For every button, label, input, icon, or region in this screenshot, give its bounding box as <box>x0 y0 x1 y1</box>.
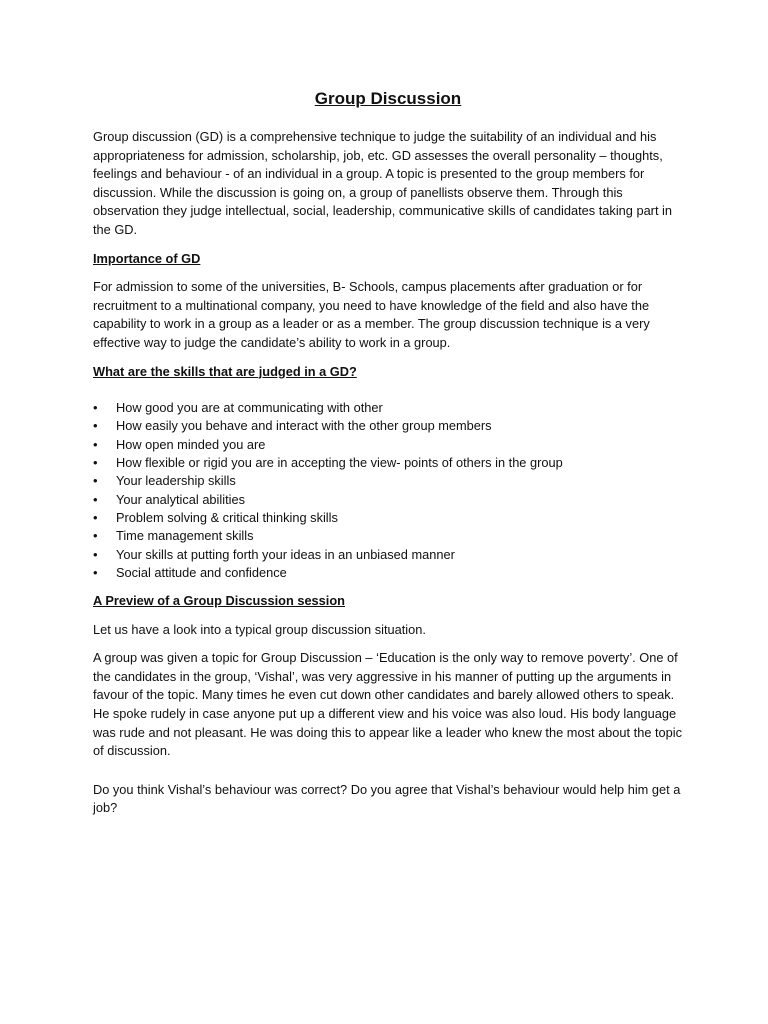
preview-question-paragraph: Do you think Vishal’s behaviour was correct? Do you agree that Vishal’s behaviour would help him get a job? <box>93 781 681 816</box>
bullet-icon: • <box>93 473 98 489</box>
importance-heading: Importance of GD <box>93 250 201 266</box>
list-item-text: Your skills at putting forth your ideas in an unbiased manner <box>116 546 455 562</box>
list-item-text: Your analytical abilities <box>116 491 245 507</box>
skills-heading: What are the skills that are judged in a GD? <box>93 363 357 379</box>
list-item <box>93 454 683 472</box>
list-item <box>93 436 683 454</box>
bullet-icon: • <box>93 564 98 580</box>
list-item-text: How easily you behave and interact with the other group members <box>116 418 492 434</box>
list-item-text: How open minded you are <box>116 436 266 452</box>
skills-list <box>93 399 683 582</box>
bullet-icon: • <box>93 455 98 471</box>
bullet-icon: • <box>93 436 98 452</box>
page-title: Group Discussion <box>314 89 462 108</box>
preview-story-paragraph: A group was given a topic for Group Discussion – ‘Education is the only way to remove poverty’. One of the candidates in the group, ‘Vishal’, was very aggressive in his manner of putting up the arguments in favour of the topic. Many times he even cut down other candidates and barely allowed others to speak. He spoke rudely in case anyone put up a different view and his voice was also loud. His body language was rude and not pleasant. He was doing this to appear like a leader who knew the most about the topic of discussion. <box>93 650 683 759</box>
importance-paragraph: For admission to some of the universities, B- Schools, campus placements after graduation or for recruitment to a multinational company, you need to have knowledge of the field and also have the capability to work in a group as a leader or as a member. The group discussion technique is a very effective way to judge the candidate’s ability to work in a group. <box>93 279 650 350</box>
list-item <box>93 399 683 417</box>
list-item <box>93 527 683 545</box>
list-item-text: Time management skills <box>116 528 254 544</box>
list-item-text: Problem solving & critical thinking skills <box>116 509 338 525</box>
bullet-icon: • <box>93 528 98 544</box>
list-item-text: How flexible or rigid you are in accepting the view- points of others in the group <box>116 455 563 471</box>
list-item <box>93 509 683 527</box>
paragraph-spacer <box>93 771 683 781</box>
bullet-icon: • <box>93 400 98 416</box>
list-item-text: Your leadership skills <box>116 473 236 489</box>
list-item <box>93 564 683 582</box>
list-item <box>93 417 683 435</box>
bullet-icon: • <box>93 491 98 507</box>
bullet-icon: • <box>93 546 98 562</box>
document-body <box>93 88 683 828</box>
list-item-text: Social attitude and confidence <box>116 564 287 580</box>
list-item-text: How good you are at communicating with other <box>116 400 383 416</box>
list-item <box>93 546 683 564</box>
list-item <box>93 472 683 490</box>
preview-heading: A Preview of a Group Discussion session <box>93 593 345 609</box>
intro-paragraph: Group discussion (GD) is a comprehensive technique to judge the suitability of an individual and his appropriateness for admission, scholarship, job, etc. GD assesses the overall personality – thoughts, feelings and behaviour - of an individual in a group. A topic is presented to the group members for discussion. While the discussion is going on, a group of panellists observe them. Through this observation they judge intellectual, social, leadership, communicative skills of candidates taking part in the GD. <box>93 129 673 237</box>
preview-lead-paragraph: Let us have a look into a typical group discussion situation. <box>93 621 426 637</box>
bullet-icon: • <box>93 509 98 525</box>
list-item <box>93 491 683 509</box>
bullet-icon: • <box>93 418 98 434</box>
